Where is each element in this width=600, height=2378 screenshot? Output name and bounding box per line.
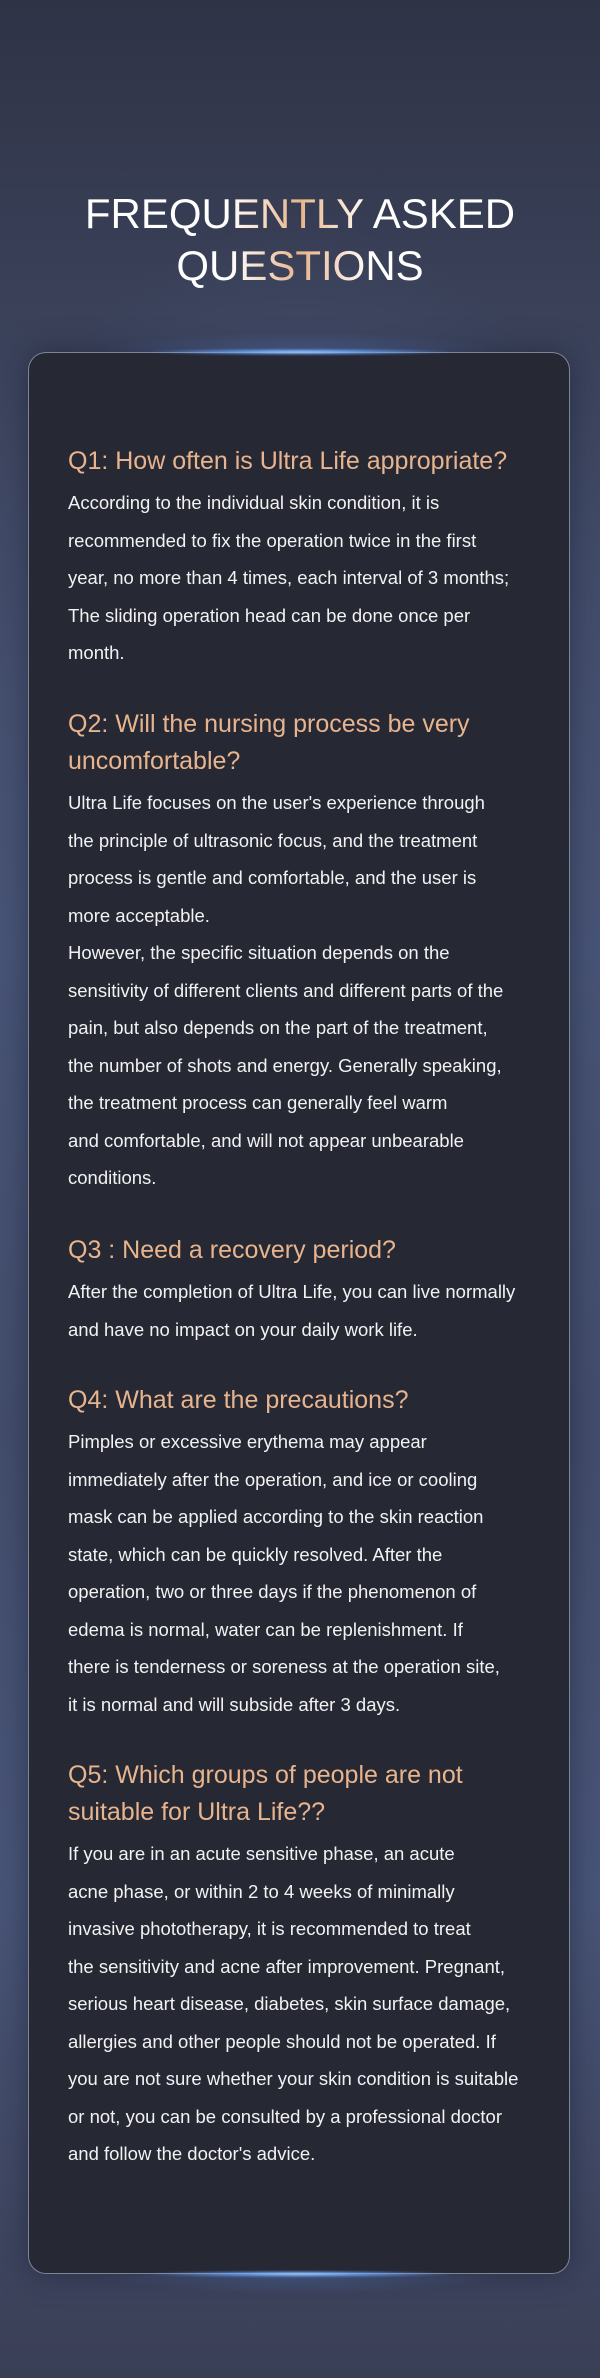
card-bottom-glow <box>150 2271 450 2277</box>
faq-item-5 <box>68 1757 538 2173</box>
faq-question-2: Q2: Will the nursing process be very uncomfortable? <box>68 710 470 775</box>
faq-answer-2: Ultra Life focuses on the user's experience through the principle of ultrasonic focus, and the treatment process is gentle and comfortable, and the user is more acceptable. However, the specific situation depends on the sensitivity of different clients and different parts of the pain, but also depends on the part of the treatment, the number of shots and energy. Generally speaking, the treatment process can generally feel warm and comfortable, and will not appear unbearable conditions. <box>68 792 504 1188</box>
faq-item-2 <box>68 706 538 1197</box>
faq-item-1 <box>68 443 538 672</box>
page-title-line-1: FREQUENTLY ASKED <box>84 190 516 238</box>
faq-question-5: Q5: Which groups of people are not suitable for Ultra Life?? <box>68 1761 463 1826</box>
faq-answer-5: If you are in an acute sensitive phase, an acute acne phase, or within 2 to 4 weeks of minimally invasive phototherapy, it is recommended to treat the sensitivity and acne after improvement. Pregnant, serious heart disease, diabetes, skin surface damage, allergies and other people should not be operated. If you are not sure whether your skin condition is suitable or not, you can be consulted by a professional doctor and follow the doctor's advice. <box>68 1843 519 2164</box>
faq-question-1: Q1: How often is Ultra Life appropriate? <box>68 447 508 475</box>
faq-answer-3: After the completion of Ultra Life, you can live normally and have no impact on your daily work life. <box>68 1281 516 1340</box>
faq-item-3 <box>68 1232 538 1348</box>
faq-item-4 <box>68 1382 538 1723</box>
page-title <box>0 188 600 292</box>
faq-question-3: Q3 : Need a recovery period? <box>68 1236 396 1264</box>
card-top-glow <box>150 349 450 355</box>
faq-question-4: Q4: What are the precautions? <box>68 1386 409 1414</box>
page-title-line-2: QUESTIONS <box>176 242 424 290</box>
faq-answer-1: According to the individual skin condition, it is recommended to fix the operation twice in the first year, no more than 4 times, each interval of 3 months; The sliding operation head can be done once per month. <box>68 492 510 663</box>
faq-answer-4: Pimples or excessive erythema may appear immediately after the operation, and ice or cooling mask can be applied according to the skin reaction state, which can be quickly resolved. After the operation, two or three days if the phenomenon of edema is normal, water can be replenishment. If there is tenderness or soreness at the operation site, it is normal and will subside after 3 days. <box>68 1431 500 1715</box>
